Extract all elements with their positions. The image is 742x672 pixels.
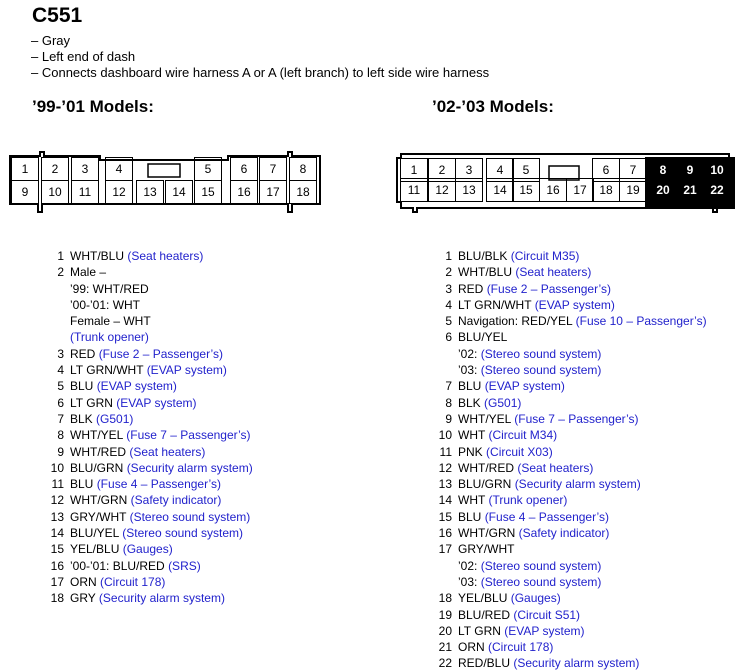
- pin-list-item: [30, 476, 253, 492]
- pin-list-item: [418, 509, 707, 525]
- wire-color: ’00-’01: WHT: [70, 297, 141, 312]
- wire-color: Female – WHT: [70, 314, 151, 329]
- pin-number: 22: [438, 656, 452, 671]
- pin-number: 15: [438, 509, 452, 524]
- pin-21: 21: [676, 178, 704, 202]
- circuit-reference: (EVAP system): [504, 623, 585, 638]
- wire-color: LT GRN/WHT: [70, 363, 144, 378]
- pin-13: 13: [136, 180, 164, 204]
- circuit-reference: (Stereo sound system): [480, 363, 602, 378]
- pin-list-item: [30, 525, 253, 541]
- pin-number: 11: [439, 444, 452, 459]
- pin-number: 10: [438, 428, 452, 443]
- wire-color: BLU/YEL: [70, 526, 119, 541]
- pin-10: 10: [703, 158, 731, 182]
- pin-7: 7: [619, 158, 647, 182]
- pin-4: 4: [486, 158, 514, 182]
- pin-list-item: [30, 411, 253, 427]
- pin-list-item: [30, 248, 253, 264]
- wire-color: WHT: [458, 428, 486, 443]
- pin-number: 16: [438, 526, 452, 541]
- wire-color: BLK: [458, 395, 481, 410]
- pin-list-item: [418, 590, 707, 606]
- wire-color: ’00-’01: BLU/RED: [70, 558, 165, 573]
- circuit-reference: (Trunk opener): [70, 330, 149, 345]
- description-line: – Left end of dash: [31, 49, 136, 64]
- wire-color: GRY: [70, 591, 96, 606]
- pin-list-item: [30, 460, 253, 476]
- circuit-reference: (Fuse 7 – Passenger’s): [514, 411, 639, 426]
- pin-number: 2: [445, 265, 452, 280]
- pin-5: 5: [194, 157, 222, 181]
- wire-color: BLU/RED: [458, 607, 511, 622]
- wire-color: ORN: [70, 574, 97, 589]
- pin-list-item: [418, 525, 707, 541]
- pin-list-item: [418, 313, 707, 329]
- pin-number: 19: [438, 607, 452, 622]
- pin-8: 8: [289, 157, 317, 181]
- pin-number: 18: [438, 591, 452, 606]
- pin-7: 7: [259, 157, 287, 181]
- pin-number: 12: [50, 493, 64, 508]
- pin-11: 11: [400, 178, 428, 202]
- circuit-reference: (Circuit S51): [513, 607, 581, 622]
- pin-list-item: [418, 444, 707, 460]
- pin-number: 7: [445, 379, 452, 394]
- circuit-reference: (Seat heaters): [517, 460, 594, 475]
- wire-color: ’02:: [458, 346, 478, 361]
- pin-number: 17: [438, 542, 452, 557]
- pin-14: 14: [486, 178, 514, 202]
- wire-color: ’03:: [458, 363, 478, 378]
- pin-number: 9: [57, 444, 64, 459]
- pin-list-item: [418, 378, 707, 394]
- pin-2: 2: [41, 157, 69, 181]
- pin-list-item: [30, 395, 253, 411]
- pin-list-item: [30, 590, 253, 606]
- wire-color: RED: [70, 346, 96, 361]
- wire-color: BLU: [458, 379, 482, 394]
- pin-number: 8: [445, 395, 452, 410]
- pin-18: 18: [289, 180, 317, 204]
- circuit-reference: (Safety indicator): [130, 493, 222, 508]
- connector-title: C551: [32, 4, 83, 27]
- wire-color: GRY/WHT: [458, 542, 515, 557]
- circuit-reference: (Circuit 178): [100, 574, 166, 589]
- wire-color: WHT/RED: [458, 460, 514, 475]
- pin-number: 9: [445, 411, 452, 426]
- wire-color: RED: [458, 281, 484, 296]
- circuit-reference: (Safety indicator): [518, 526, 610, 541]
- wire-color: LT GRN/WHT: [458, 297, 532, 312]
- circuit-reference: (Stereo sound system): [122, 526, 243, 541]
- pin-11: 11: [71, 180, 99, 204]
- circuit-reference: (Security alarm system): [514, 477, 641, 492]
- circuit-reference: (Seat heaters): [129, 444, 206, 459]
- description-line: – Connects dashboard wire harness A or A (left branch) to left side wire harness: [31, 65, 490, 80]
- right-pin-list: [418, 248, 707, 672]
- wire-color: BLU/GRN: [70, 460, 124, 475]
- pin-16: 16: [230, 180, 258, 204]
- circuit-reference: (G501): [484, 395, 522, 410]
- wire-color: BLK: [70, 411, 93, 426]
- circuit-reference: (Security alarm system): [126, 460, 253, 475]
- pin-17: 17: [259, 180, 287, 204]
- pin-number: 5: [445, 314, 452, 329]
- left-heading: ’99-’01 Models:: [32, 97, 154, 116]
- pin-number: 6: [445, 330, 452, 345]
- pin-number: 12: [438, 460, 452, 475]
- pin-list-item: [30, 346, 253, 362]
- wire-color: LT GRN: [70, 395, 113, 410]
- wire-color: ’03:: [458, 574, 478, 589]
- pin-list-item: [418, 492, 707, 508]
- wire-color: WHT/GRN: [458, 526, 516, 541]
- wire-color: WHT/BLU: [70, 249, 124, 263]
- circuit-reference: (Fuse 2 – Passenger’s): [98, 346, 223, 361]
- wire-color: YEL/BLU: [458, 591, 508, 606]
- pin-number: 2: [57, 265, 64, 280]
- pin-list-item: [30, 264, 253, 345]
- wire-color: WHT/YEL: [70, 428, 123, 443]
- pin-20: 20: [649, 178, 677, 202]
- circuit-reference: (Seat heaters): [127, 249, 204, 263]
- pin-list-item: [418, 297, 707, 313]
- pin-3: 3: [71, 157, 99, 181]
- circuit-reference: (Gauges): [122, 542, 173, 557]
- circuit-reference: (EVAP system): [96, 379, 177, 394]
- wire-color: ORN: [458, 640, 485, 655]
- pin-12: 12: [105, 180, 133, 204]
- circuit-reference: (EVAP system): [534, 297, 615, 312]
- pin-18: 18: [592, 178, 620, 202]
- pin-list-item: [30, 492, 253, 508]
- description-line: – Gray: [31, 33, 71, 48]
- pin-number: 17: [50, 574, 64, 589]
- pin-4: 4: [105, 157, 133, 181]
- pin-number: 4: [57, 363, 64, 378]
- pin-list-item: [30, 541, 253, 557]
- pin-list-item: [418, 248, 707, 264]
- pin-number: 15: [50, 542, 64, 557]
- wire-color: ’02:: [458, 558, 478, 573]
- pin-list-item: [30, 427, 253, 443]
- pin-number: 13: [438, 477, 452, 492]
- wire-color: WHT/RED: [70, 444, 126, 459]
- pin-list-item: [418, 281, 707, 297]
- pin-8: 8: [649, 158, 677, 182]
- wire-color: Male –: [70, 265, 107, 280]
- pin-number: 11: [51, 477, 64, 492]
- pin-6: 6: [230, 157, 258, 181]
- pin-12: 12: [428, 178, 456, 202]
- pin-number: 8: [57, 428, 64, 443]
- wire-color: YEL/BLU: [70, 542, 120, 557]
- pin-list-item: [418, 476, 707, 492]
- pin-16: 16: [539, 178, 567, 202]
- circuit-reference: (G501): [96, 411, 134, 426]
- wire-color: GRY/WHT: [70, 509, 127, 524]
- pin-number: 5: [57, 379, 64, 394]
- circuit-reference: (Fuse 4 – Passenger’s): [484, 509, 609, 524]
- wire-color: WHT: [458, 493, 486, 508]
- wire-color: BLU/BLK: [458, 249, 508, 263]
- pin-list-item: [418, 460, 707, 476]
- pin-1: 1: [11, 157, 39, 181]
- pin-number: 18: [50, 591, 64, 606]
- pin-list-item: [418, 427, 707, 443]
- pin-number: 13: [50, 509, 64, 524]
- pin-3: 3: [455, 158, 483, 182]
- circuit-reference: (Seat heaters): [515, 265, 592, 280]
- pin-list-item: [30, 574, 253, 590]
- pin-14: 14: [165, 180, 193, 204]
- circuit-reference: (EVAP system): [146, 363, 227, 378]
- pin-list-item: [418, 411, 707, 427]
- circuit-reference: (Circuit X03): [486, 444, 553, 459]
- pin-17: 17: [566, 178, 594, 202]
- pin-number: 6: [57, 395, 64, 410]
- pin-number: 20: [438, 623, 452, 638]
- left-pin-list: [30, 248, 253, 607]
- pin-list-item: [418, 395, 707, 411]
- pin-number: 21: [438, 640, 452, 655]
- pin-9: 9: [676, 158, 704, 182]
- circuit-reference: (Gauges): [510, 591, 561, 606]
- pin-list-item: [418, 639, 707, 655]
- circuit-reference: (Security alarm system): [513, 656, 640, 671]
- pin-list-item: [418, 623, 707, 639]
- pin-number: 10: [50, 460, 64, 475]
- pin-15: 15: [512, 178, 540, 202]
- circuit-reference: (EVAP system): [484, 379, 565, 394]
- circuit-reference: (Stereo sound system): [480, 346, 602, 361]
- pin-number: 1: [57, 249, 64, 263]
- wire-color: Navigation: RED/YEL: [458, 314, 573, 329]
- pin-list-item: [418, 329, 707, 378]
- pin-19: 19: [619, 178, 647, 202]
- pin-list-item: [418, 607, 707, 623]
- circuit-reference: (Circuit 178): [488, 640, 554, 655]
- wire-color: BLU: [70, 379, 94, 394]
- pin-list-item: [30, 362, 253, 378]
- circuit-reference: (Stereo sound system): [129, 509, 251, 524]
- circuit-reference: (Stereo sound system): [480, 574, 602, 589]
- wire-color: ’99: WHT/RED: [70, 281, 149, 296]
- wire-color: WHT/YEL: [458, 411, 511, 426]
- pin-13: 13: [455, 178, 483, 202]
- circuit-reference: (Fuse 7 – Passenger’s): [126, 428, 251, 443]
- wire-color: WHT/GRN: [70, 493, 128, 508]
- pin-number: 14: [438, 493, 452, 508]
- wire-color: LT GRN: [458, 623, 501, 638]
- connector-description: [31, 33, 489, 81]
- pin-5: 5: [512, 158, 540, 182]
- wire-color: BLU/YEL: [458, 330, 508, 345]
- pin-22: 22: [703, 178, 731, 202]
- pin-number: 16: [50, 558, 64, 573]
- wire-color: WHT/BLU: [458, 265, 512, 280]
- pin-list-item: [30, 378, 253, 394]
- pin-number: 3: [445, 281, 452, 296]
- pin-15: 15: [194, 180, 222, 204]
- circuit-reference: (Fuse 2 – Passenger’s): [486, 281, 611, 296]
- wire-color: BLU/GRN: [458, 477, 512, 492]
- pin-number: 3: [57, 346, 64, 361]
- pin-9: 9: [11, 180, 39, 204]
- pin-number: 1: [445, 249, 452, 263]
- right-heading: ’02-’03 Models:: [432, 97, 554, 116]
- wire-color: PNK: [458, 444, 483, 459]
- pin-list-item: [30, 558, 253, 574]
- pin-list-item: [30, 509, 253, 525]
- wire-color: BLU: [70, 477, 94, 492]
- circuit-reference: (Fuse 4 – Passenger’s): [96, 477, 221, 492]
- pin-6: 6: [592, 158, 620, 182]
- pin-10: 10: [41, 180, 69, 204]
- circuit-reference: (Security alarm system): [98, 591, 225, 606]
- pin-2: 2: [428, 158, 456, 182]
- pin-1: 1: [400, 158, 428, 182]
- circuit-reference: (Fuse 10 – Passenger’s): [575, 314, 707, 329]
- circuit-reference: (Circuit M35): [510, 249, 580, 263]
- circuit-reference: (Circuit M34): [488, 428, 558, 443]
- pin-number: 14: [50, 526, 64, 541]
- circuit-reference: (SRS): [168, 558, 201, 573]
- wire-color: BLU: [458, 509, 482, 524]
- circuit-reference: (Stereo sound system): [480, 558, 602, 573]
- circuit-reference: (EVAP system): [116, 395, 197, 410]
- pin-number: 4: [445, 297, 452, 312]
- pin-list-item: [30, 444, 253, 460]
- circuit-reference: (Trunk opener): [488, 493, 568, 508]
- wire-color: RED/BLU: [458, 656, 511, 671]
- pin-number: 7: [57, 411, 64, 426]
- pin-list-item: [418, 541, 707, 590]
- pin-list-item: [418, 264, 707, 280]
- pin-list-item: [418, 655, 707, 671]
